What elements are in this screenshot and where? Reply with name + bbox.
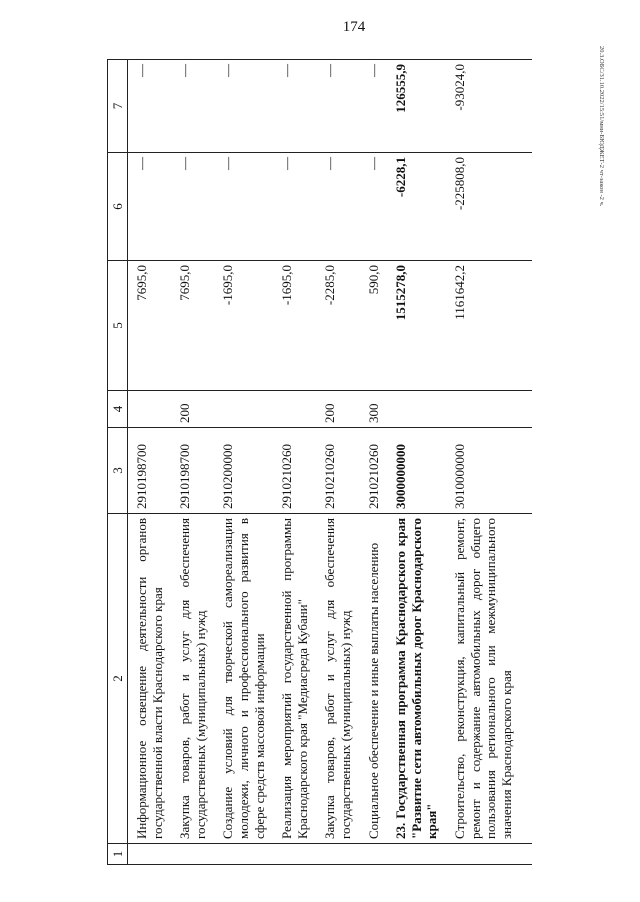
page-number: 174 — [342, 19, 366, 35]
target-code-cell: 3010000000 — [446, 428, 520, 514]
amount-col5-cell: 1515278,0 — [387, 261, 446, 391]
table-row — [128, 60, 172, 865]
amount-col5-cell: 7695,0 — [128, 261, 172, 391]
table-header-row — [108, 60, 128, 865]
row-name-cell — [214, 514, 273, 844]
row-index-cell — [214, 844, 273, 865]
filler-cell — [520, 514, 532, 844]
budget-table — [107, 59, 532, 865]
row-name-cell — [446, 514, 520, 844]
row-name-text: Информационное освещение деятельности органов государственной власти Краснодарского края — [134, 518, 165, 839]
header-col-2: 2 — [108, 514, 128, 844]
header-col-6: 6 — [108, 153, 128, 261]
amount-col6-cell: — — [171, 153, 214, 261]
row-name-text: Закупка товаров, работ и услуг для обеспечения государственных (муниципальных) нужд — [322, 518, 353, 839]
header-col-1: 1 — [108, 844, 128, 865]
filler-cell — [520, 391, 532, 428]
row-name-text: Социальное обеспечение и иные выплаты населению — [365, 542, 381, 839]
row-name-cell — [316, 514, 359, 844]
table-row — [214, 60, 273, 865]
filler-cell — [520, 153, 532, 261]
target-code-cell: 2910210260 — [360, 428, 388, 514]
amount-col7-cell: 126555,9 — [387, 60, 446, 153]
amount-col5-cell: -1695,0 — [273, 261, 316, 391]
amount-col6-cell: — — [214, 153, 273, 261]
amount-col6-cell: -225808,0 — [446, 153, 520, 261]
table-row — [273, 60, 316, 865]
row-name-cell — [387, 514, 446, 844]
header-col-3: 3 — [108, 428, 128, 514]
amount-col5-cell: 590,0 — [360, 261, 388, 391]
target-code-cell: 3000000000 — [387, 428, 446, 514]
expense-type-cell: 300 — [360, 391, 388, 428]
row-index-cell — [446, 844, 520, 865]
program-number: 23. — [393, 822, 409, 839]
amount-col7-cell: — — [171, 60, 214, 153]
expense-type-cell: 200 — [171, 391, 214, 428]
amount-col5-cell: 1161642,2 — [446, 261, 520, 391]
document-footer-code: 20.3.ОБС/31.10.2022/15:51/мни-БЮДЖЕТ-2 чт-закон -2 ч. — [598, 46, 605, 207]
row-name-text: Строительство, реконструкция, капитальный ремонт, ремонт и содержание автомобильных дорог общего пользования регионального или межмуниципального значения Краснодарского края — [451, 518, 514, 839]
amount-col7-cell: — — [273, 60, 316, 153]
amount-col7-cell: — — [128, 60, 172, 153]
amount-col6-cell: — — [360, 153, 388, 261]
row-name-cell — [171, 514, 214, 844]
target-code-cell: 2910198700 — [171, 428, 214, 514]
row-index-cell — [387, 844, 446, 865]
amount-col6-cell: — — [316, 153, 359, 261]
budget-table-rotated — [107, 60, 612, 865]
target-code-cell: 2910210260 — [273, 428, 316, 514]
row-index-cell — [360, 844, 388, 865]
filler-cell — [520, 261, 532, 391]
table-row — [387, 60, 446, 865]
row-index-cell — [171, 844, 214, 865]
row-name-text: Государственная программа Краснодарского края "Развитие сети автомобильных дорог Краснодарского края" — [393, 518, 440, 839]
header-col-7: 7 — [108, 60, 128, 153]
amount-col5-cell: -1695,0 — [214, 261, 273, 391]
amount-col7-cell: — — [360, 60, 388, 153]
target-code-cell: 2910210260 — [316, 428, 359, 514]
expense-type-cell — [387, 391, 446, 428]
row-name-text: Закупка товаров, работ и услуг для обеспечения государственных (муниципальных) нужд — [177, 518, 208, 839]
amount-col6-cell: — — [273, 153, 316, 261]
header-col-4: 4 — [108, 391, 128, 428]
table-row — [446, 60, 520, 865]
amount-col6-cell: — — [128, 153, 172, 261]
row-name-cell — [273, 514, 316, 844]
budget-table-frame — [107, 60, 612, 865]
target-code-cell: 2910198700 — [128, 428, 172, 514]
filler-cell — [520, 60, 532, 153]
amount-col7-cell: — — [214, 60, 273, 153]
target-code-cell: 2910200000 — [214, 428, 273, 514]
row-name-cell — [128, 514, 172, 844]
header-col-5: 5 — [108, 261, 128, 391]
amount-col6-cell: -6228,1 — [387, 153, 446, 261]
expense-type-cell — [128, 391, 172, 428]
row-index-cell — [128, 844, 172, 865]
row-index-cell — [273, 844, 316, 865]
table-row — [360, 60, 388, 865]
expense-type-cell: 200 — [316, 391, 359, 428]
table-row — [171, 60, 214, 865]
table-filler-row — [520, 60, 532, 865]
table-row — [316, 60, 359, 865]
filler-cell — [520, 844, 532, 865]
expense-type-cell — [273, 391, 316, 428]
filler-cell — [520, 428, 532, 514]
row-index-cell — [316, 844, 359, 865]
amount-col5-cell: 7695,0 — [171, 261, 214, 391]
amount-col7-cell: -93024,0 — [446, 60, 520, 153]
expense-type-cell — [214, 391, 273, 428]
row-name-cell — [360, 514, 388, 844]
amount-col5-cell: -2285,0 — [316, 261, 359, 391]
row-name-text: Создание условий для творческой самореализации молодежи, личного и профессионального развития в сфере средств массовой информации — [220, 518, 267, 839]
amount-col7-cell: — — [316, 60, 359, 153]
row-name-text: Реализация мероприятий государственной программы Краснодарского края "Медиасреда Кубани" — [279, 518, 310, 839]
expense-type-cell — [446, 391, 520, 428]
